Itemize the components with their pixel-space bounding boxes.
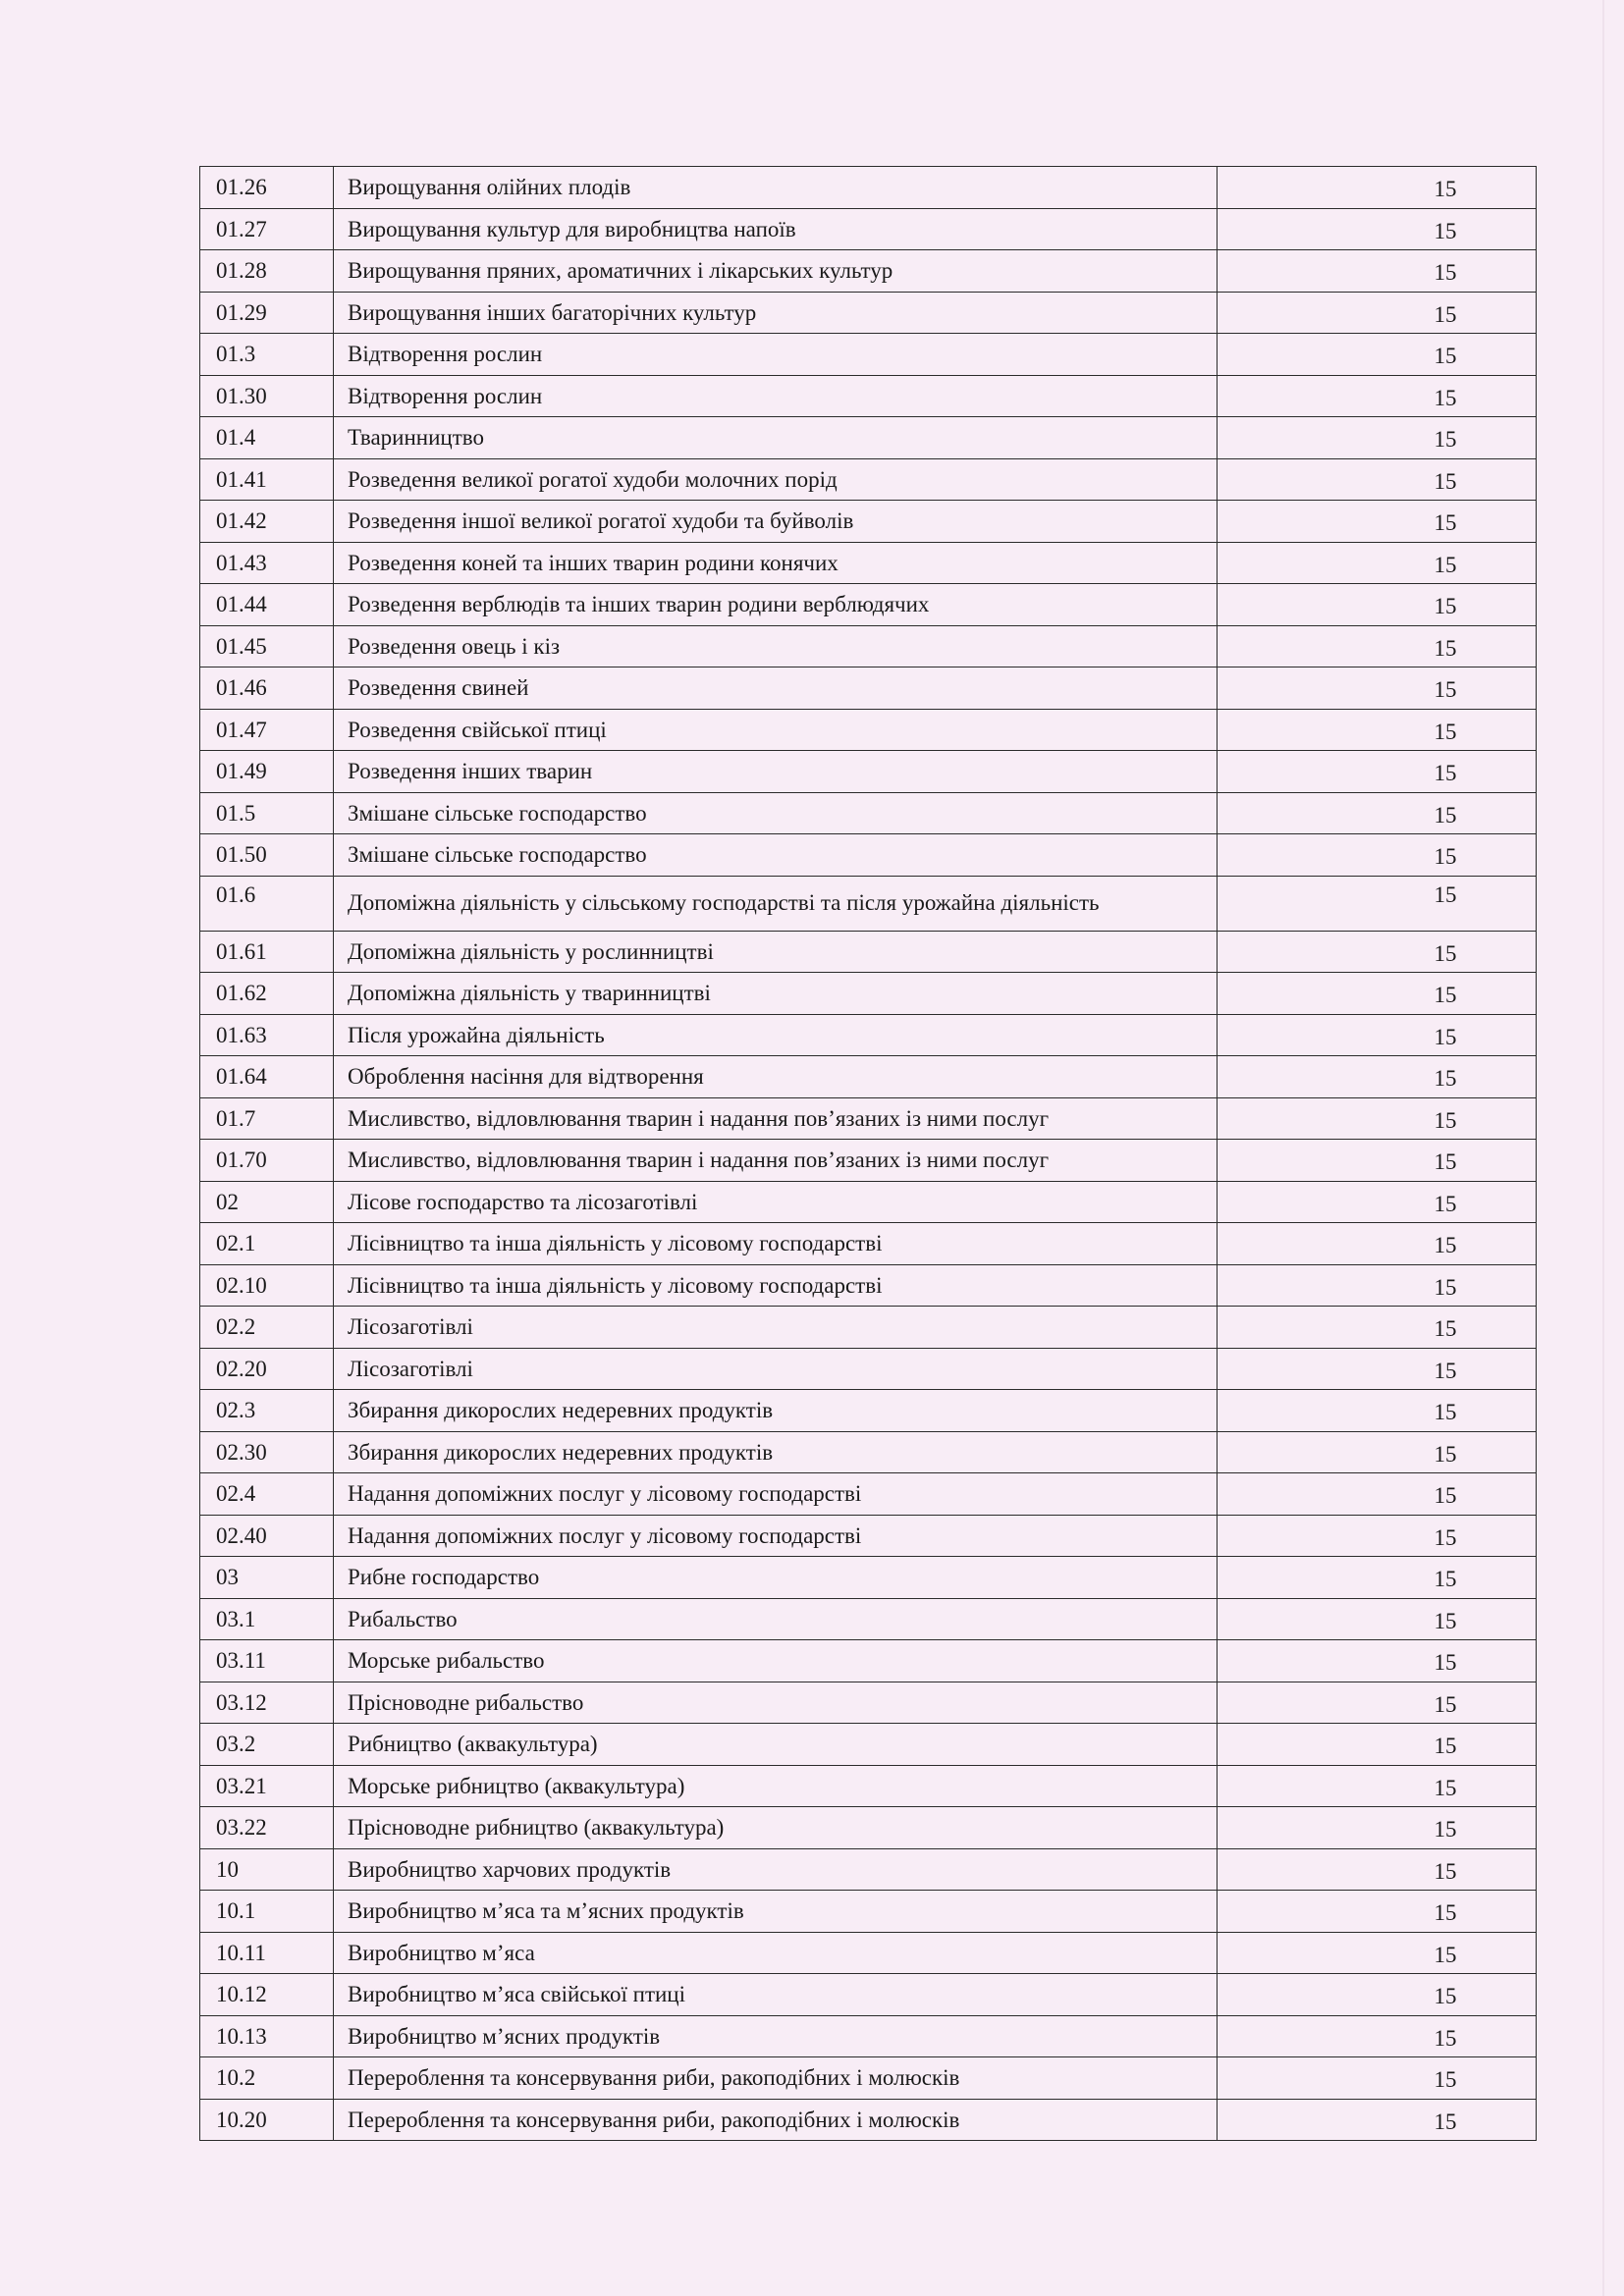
tax-rate-cell xyxy=(1218,1848,1537,1891)
activity-code: 01.64 xyxy=(200,1056,334,1098)
table-row xyxy=(200,167,1537,209)
table-row xyxy=(200,931,1537,973)
activity-code: 02.10 xyxy=(200,1264,334,1307)
activity-code: 03 xyxy=(200,1557,334,1599)
table-row xyxy=(200,973,1537,1015)
tax-rate-cell xyxy=(1218,2057,1537,2100)
tax-rate: 15 xyxy=(1434,1107,1457,1133)
table-row xyxy=(200,292,1537,334)
tax-rate-cell xyxy=(1218,417,1537,459)
tax-rate: 15 xyxy=(1434,177,1457,202)
activity-code: 01.27 xyxy=(200,208,334,250)
activity-code: 02.4 xyxy=(200,1473,334,1516)
tax-rate-cell xyxy=(1218,250,1537,293)
table-row xyxy=(200,876,1537,931)
table-row xyxy=(200,1140,1537,1182)
activity-code: 01.46 xyxy=(200,667,334,710)
activity-name: Відтворення рослин xyxy=(334,375,1218,417)
table-row xyxy=(200,667,1537,710)
table-row xyxy=(200,1932,1537,1974)
table-row xyxy=(200,584,1537,626)
table-row xyxy=(200,1097,1537,1140)
tax-rate: 15 xyxy=(1434,1817,1457,1842)
activity-code: 01.43 xyxy=(200,542,334,584)
table-row xyxy=(200,1014,1537,1056)
tax-rate: 15 xyxy=(1434,1942,1457,1967)
table-row xyxy=(200,1390,1537,1432)
tax-rate: 15 xyxy=(1434,802,1457,828)
activity-name: Рибництво (аквакультура) xyxy=(334,1724,1218,1766)
activity-code: 01.28 xyxy=(200,250,334,293)
tax-rate: 15 xyxy=(1434,1775,1457,1800)
tax-rate-cell xyxy=(1218,1557,1537,1599)
activity-code: 02.30 xyxy=(200,1431,334,1473)
activity-name: Розведення свійської птиці xyxy=(334,709,1218,751)
tax-rate-cell xyxy=(1218,1014,1537,1056)
tax-rate-cell xyxy=(1218,1682,1537,1724)
table-row xyxy=(200,334,1537,376)
tax-rate: 15 xyxy=(1434,983,1457,1008)
tax-rate: 15 xyxy=(1434,881,1457,907)
tax-rate: 15 xyxy=(1434,1608,1457,1633)
activity-code: 01.30 xyxy=(200,375,334,417)
tax-rate: 15 xyxy=(1434,677,1457,703)
activity-name: Виробництво м’яса та м’ясних продуктів xyxy=(334,1891,1218,1933)
table-row xyxy=(200,1557,1537,1599)
activity-code: 01.70 xyxy=(200,1140,334,1182)
tax-rate: 15 xyxy=(1434,1650,1457,1676)
tax-rate: 15 xyxy=(1434,1358,1457,1383)
tax-rate: 15 xyxy=(1434,1024,1457,1049)
table-row xyxy=(200,625,1537,667)
activity-code: 03.1 xyxy=(200,1598,334,1640)
table-row xyxy=(200,1724,1537,1766)
activity-code: 01.47 xyxy=(200,709,334,751)
activity-name: Мисливство, відловлювання тварин і надання пов’язаних із ними послуг xyxy=(334,1140,1218,1182)
tax-rate: 15 xyxy=(1434,635,1457,661)
tax-rate: 15 xyxy=(1434,468,1457,494)
tax-rate: 15 xyxy=(1434,719,1457,744)
tax-rate: 15 xyxy=(1434,1316,1457,1342)
table-row xyxy=(200,1181,1537,1223)
activity-code: 02.2 xyxy=(200,1307,334,1349)
tax-rate-cell xyxy=(1218,458,1537,501)
table-row xyxy=(200,1473,1537,1516)
activity-code: 01.42 xyxy=(200,501,334,543)
tax-rate-cell xyxy=(1218,625,1537,667)
activity-name: Прісноводне рибництво (аквакультура) xyxy=(334,1807,1218,1849)
tax-rate: 15 xyxy=(1434,1274,1457,1300)
activity-code: 01.50 xyxy=(200,834,334,877)
tax-rate-cell xyxy=(1218,1431,1537,1473)
table-row xyxy=(200,1223,1537,1265)
activity-name: Вирощування культур для виробництва напоїв xyxy=(334,208,1218,250)
activity-name: Лісівництво та інша діяльність у лісовому господарстві xyxy=(334,1223,1218,1265)
activity-code: 01.63 xyxy=(200,1014,334,1056)
tax-rate-cell xyxy=(1218,167,1537,209)
tax-rate-cell xyxy=(1218,2015,1537,2057)
activity-name: Розведення великої рогатої худоби молочних порід xyxy=(334,458,1218,501)
tax-rate-cell xyxy=(1218,1640,1537,1682)
activity-code: 01.29 xyxy=(200,292,334,334)
activity-name: Вирощування олійних плодів xyxy=(334,167,1218,209)
activity-code: 02.1 xyxy=(200,1223,334,1265)
activity-rates-table xyxy=(199,166,1537,2141)
activity-name: Розведення свиней xyxy=(334,667,1218,710)
table-row xyxy=(200,2015,1537,2057)
activity-name: Розведення коней та інших тварин родини конячих xyxy=(334,542,1218,584)
table-row xyxy=(200,1431,1537,1473)
activity-name: Лісозаготівлі xyxy=(334,1348,1218,1390)
tax-rate-cell xyxy=(1218,1223,1537,1265)
activity-name: Розведення іншої великої рогатої худоби та буйволів xyxy=(334,501,1218,543)
table-row xyxy=(200,501,1537,543)
activity-code: 10.11 xyxy=(200,1932,334,1974)
tax-rate-cell xyxy=(1218,375,1537,417)
activity-name: Надання допоміжних послуг у лісовому господарстві xyxy=(334,1473,1218,1516)
activity-name: Морське рибництво (аквакультура) xyxy=(334,1765,1218,1807)
tax-rate-cell xyxy=(1218,501,1537,543)
tax-rate-cell xyxy=(1218,709,1537,751)
activity-code: 01.49 xyxy=(200,751,334,793)
activity-code: 10.13 xyxy=(200,2015,334,2057)
activity-name: Лісівництво та інша діяльність у лісовому господарстві xyxy=(334,1264,1218,1307)
activity-name: Лісозаготівлі xyxy=(334,1307,1218,1349)
activity-name: Допоміжна діяльність у рослинництві xyxy=(334,931,1218,973)
table-row xyxy=(200,1056,1537,1098)
table-row xyxy=(200,1682,1537,1724)
tax-rate: 15 xyxy=(1434,301,1457,327)
activity-code: 01.6 xyxy=(200,876,334,931)
tax-rate-cell xyxy=(1218,208,1537,250)
tax-rate-cell xyxy=(1218,1473,1537,1516)
tax-rate-cell xyxy=(1218,667,1537,710)
table-row xyxy=(200,1848,1537,1891)
activity-name: Виробництво м’яса xyxy=(334,1932,1218,1974)
tax-rate: 15 xyxy=(1434,1984,1457,2009)
activity-name: Перероблення та консервування риби, ракоподібних і молюсків xyxy=(334,2057,1218,2100)
tax-rate-cell xyxy=(1218,751,1537,793)
activity-code: 10.20 xyxy=(200,2099,334,2141)
activity-name: Розведення верблюдів та інших тварин родини верблюдячих xyxy=(334,584,1218,626)
activity-name: Вирощування інших багаторічних культур xyxy=(334,292,1218,334)
table-row xyxy=(200,375,1537,417)
tax-rate-cell xyxy=(1218,542,1537,584)
activity-name: Збирання дикорослих недеревних продуктів xyxy=(334,1431,1218,1473)
activity-code: 10.1 xyxy=(200,1891,334,1933)
activity-code: 02.40 xyxy=(200,1515,334,1557)
table-row xyxy=(200,1598,1537,1640)
table-row xyxy=(200,1515,1537,1557)
tax-rate-cell xyxy=(1218,876,1537,931)
activity-name: Прісноводне рибальство xyxy=(334,1682,1218,1724)
tax-rate: 15 xyxy=(1434,1858,1457,1884)
tax-rate: 15 xyxy=(1434,2067,1457,2093)
activity-name: Допоміжна діяльність у тваринництві xyxy=(334,973,1218,1015)
tax-rate: 15 xyxy=(1434,1524,1457,1550)
activity-name: Рибальство xyxy=(334,1598,1218,1640)
activity-code: 01.62 xyxy=(200,973,334,1015)
activity-name: Виробництво м’яса свійської птиці xyxy=(334,1974,1218,2016)
table-row xyxy=(200,1307,1537,1349)
activity-code: 01.3 xyxy=(200,334,334,376)
tax-rate-cell xyxy=(1218,1765,1537,1807)
activity-code: 03.2 xyxy=(200,1724,334,1766)
tax-rate: 15 xyxy=(1434,2025,1457,2051)
table-row xyxy=(200,208,1537,250)
table-row xyxy=(200,1765,1537,1807)
table-row xyxy=(200,417,1537,459)
tax-rate-cell xyxy=(1218,1390,1537,1432)
tax-rate: 15 xyxy=(1434,344,1457,369)
activity-name: Виробництво м’ясних продуктів xyxy=(334,2015,1218,2057)
activity-name: Змішане сільське господарство xyxy=(334,834,1218,877)
activity-name: Перероблення та консервування риби, ракоподібних і молюсків xyxy=(334,2099,1218,2141)
tax-rate-cell xyxy=(1218,1056,1537,1098)
table-row xyxy=(200,1974,1537,2016)
paper-edge xyxy=(1602,0,1604,2296)
tax-rate-cell xyxy=(1218,292,1537,334)
tax-rate: 15 xyxy=(1434,1441,1457,1467)
tax-rate-cell xyxy=(1218,1348,1537,1390)
tax-rate-cell xyxy=(1218,584,1537,626)
tax-rate: 15 xyxy=(1434,761,1457,786)
activity-name: Надання допоміжних послуг у лісовому господарстві xyxy=(334,1515,1218,1557)
tax-rate-cell xyxy=(1218,1724,1537,1766)
activity-code: 01.26 xyxy=(200,167,334,209)
tax-rate: 15 xyxy=(1434,1066,1457,1092)
activity-name: Тваринництво xyxy=(334,417,1218,459)
activity-code: 01.61 xyxy=(200,931,334,973)
tax-rate: 15 xyxy=(1434,1149,1457,1175)
activity-name: Рибне господарство xyxy=(334,1557,1218,1599)
tax-rate-cell xyxy=(1218,334,1537,376)
table-row xyxy=(200,792,1537,834)
tax-rate-cell xyxy=(1218,1974,1537,2016)
tax-rate-cell xyxy=(1218,792,1537,834)
table-row xyxy=(200,458,1537,501)
activity-code: 03.22 xyxy=(200,1807,334,1849)
activity-name: Збирання дикорослих недеревних продуктів xyxy=(334,1390,1218,1432)
tax-rate-cell xyxy=(1218,1307,1537,1349)
table-row xyxy=(200,1348,1537,1390)
tax-rate: 15 xyxy=(1434,260,1457,286)
activity-code: 02.20 xyxy=(200,1348,334,1390)
table-row xyxy=(200,2099,1537,2141)
table-row xyxy=(200,751,1537,793)
tax-rate: 15 xyxy=(1434,1400,1457,1425)
table-row xyxy=(200,1264,1537,1307)
activity-name: Мисливство, відловлювання тварин і надання пов’язаних із ними послуг xyxy=(334,1097,1218,1140)
tax-rate-cell xyxy=(1218,1932,1537,1974)
table-row xyxy=(200,834,1537,877)
activity-code: 10.12 xyxy=(200,1974,334,2016)
activity-name: Вирощування пряних, ароматичних і лікарських культур xyxy=(334,250,1218,293)
tax-rate: 15 xyxy=(1434,427,1457,453)
activity-name: Морське рибальство xyxy=(334,1640,1218,1682)
tax-rate-cell xyxy=(1218,1515,1537,1557)
activity-code: 03.11 xyxy=(200,1640,334,1682)
tax-rate: 15 xyxy=(1434,218,1457,243)
activity-name: Змішане сільське господарство xyxy=(334,792,1218,834)
tax-rate: 15 xyxy=(1434,1483,1457,1509)
activity-code: 01.7 xyxy=(200,1097,334,1140)
tax-rate: 15 xyxy=(1434,1900,1457,1926)
tax-rate-cell xyxy=(1218,1891,1537,1933)
table-body xyxy=(200,167,1537,2141)
activity-code: 01.5 xyxy=(200,792,334,834)
table-row xyxy=(200,2057,1537,2100)
tax-rate-cell xyxy=(1218,834,1537,877)
tax-rate: 15 xyxy=(1434,1734,1457,1759)
activity-code: 02 xyxy=(200,1181,334,1223)
tax-rate-cell xyxy=(1218,1181,1537,1223)
tax-rate-cell xyxy=(1218,2099,1537,2141)
activity-name: Після урожайна діяльність xyxy=(334,1014,1218,1056)
tax-rate: 15 xyxy=(1434,385,1457,410)
activity-code: 01.44 xyxy=(200,584,334,626)
tax-rate-cell xyxy=(1218,1807,1537,1849)
activity-name: Розведення овець і кіз xyxy=(334,625,1218,667)
table-row xyxy=(200,1640,1537,1682)
tax-rate-cell xyxy=(1218,1097,1537,1140)
tax-rate: 15 xyxy=(1434,510,1457,536)
tax-rate-cell xyxy=(1218,973,1537,1015)
tax-rate: 15 xyxy=(1434,1567,1457,1592)
activity-code: 01.41 xyxy=(200,458,334,501)
tax-rate-cell xyxy=(1218,931,1537,973)
activity-name: Лісове господарство та лісозаготівлі xyxy=(334,1181,1218,1223)
activity-code: 02.3 xyxy=(200,1390,334,1432)
activity-code: 10 xyxy=(200,1848,334,1891)
activity-name: Розведення інших тварин xyxy=(334,751,1218,793)
tax-rate: 15 xyxy=(1434,940,1457,966)
tax-rate: 15 xyxy=(1434,552,1457,577)
activity-name: Виробництво харчових продуктів xyxy=(334,1848,1218,1891)
tax-rate-cell xyxy=(1218,1264,1537,1307)
tax-rate: 15 xyxy=(1434,1691,1457,1717)
activity-name: Допоміжна діяльність у сільському господарстві та після урожайна діяльність xyxy=(334,876,1218,931)
tax-rate: 15 xyxy=(1434,844,1457,870)
activity-name: Відтворення рослин xyxy=(334,334,1218,376)
table-row xyxy=(200,1891,1537,1933)
activity-name: Оброблення насіння для відтворення xyxy=(334,1056,1218,1098)
activity-code: 01.4 xyxy=(200,417,334,459)
tax-rate: 15 xyxy=(1434,594,1457,619)
activity-code: 01.45 xyxy=(200,625,334,667)
activity-code: 10.2 xyxy=(200,2057,334,2100)
tax-rate: 15 xyxy=(1434,1191,1457,1216)
activity-code: 03.21 xyxy=(200,1765,334,1807)
tax-rate-cell xyxy=(1218,1140,1537,1182)
tax-rate-cell xyxy=(1218,1598,1537,1640)
tax-rate: 15 xyxy=(1434,1233,1457,1258)
tax-rate: 15 xyxy=(1434,2109,1457,2134)
table-row xyxy=(200,542,1537,584)
activity-code: 03.12 xyxy=(200,1682,334,1724)
table-row xyxy=(200,250,1537,293)
table-row xyxy=(200,709,1537,751)
table-row xyxy=(200,1807,1537,1849)
